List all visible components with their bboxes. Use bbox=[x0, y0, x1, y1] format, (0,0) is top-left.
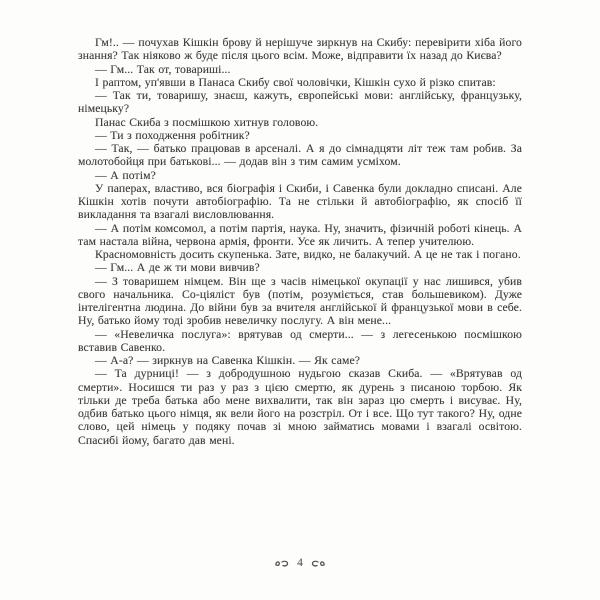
paragraph: І раптом, уп'явши в Панаса Скибу свої чоловічки, Кішкін сухо й різко спитав: bbox=[95, 75, 496, 89]
ornament-right-icon bbox=[311, 559, 325, 568]
paragraph: — А потім комсомол, а потім партія, наука. Ну, значить, фізичній роботі кінець. А там настала війна, червона армія, фронти. Усе як личить. А тепер учителюю. bbox=[78, 221, 522, 248]
paragraph: Панас Скиба з посмішкою хитнув головою. bbox=[95, 115, 319, 129]
paragraph: — А потім? bbox=[95, 168, 156, 182]
ornament-left-icon bbox=[275, 559, 289, 568]
paragraph: Красномовність досить скупенька. Зате, видко, не балакучий. А це не так і погано. bbox=[95, 248, 521, 261]
paragraph: — Гм... Так от, товариші... bbox=[95, 62, 231, 76]
page-number: 4 bbox=[297, 557, 303, 569]
paragraph: — Так ти, товаришу, знаєш, кажуть, європейські мови: англійську, французьку, німецьку? bbox=[78, 89, 522, 116]
paragraph: — Ти з походження робітник? bbox=[95, 128, 250, 142]
paragraph: — Гм... А де ж ти мови вивчив? bbox=[95, 261, 260, 275]
paragraph: — Та дурниці! — з добродушною нудьгою сказав Скиба. — «Врятував од смерти». Носишся ти раз у раз з цією смертю, як дурень з писаною торбою. Як тільки де треба батька або мене вихвалити, так він зараз цю смерть і висуває. Ну, одбив батько цього німця, як вели його на розстріл. От і все. Що тут такого? Ну, одне слово, цей німець у подяку почав зі мною займатись мовами і взагалі освітою. Спасибі йому, багато дав мені. bbox=[78, 367, 522, 447]
page-text bbox=[78, 36, 522, 447]
paragraph: — З товаришем німцем. Він ще з часів німецької окупації у нас лишився, убив свого начальника. Со-ціяліст був (потім, розуміється, став большевиком). Дуже інтелігентна людина. До війни був за вчителя англійської й французької мови в себе. Ну, батько йому тоді зробив невеличку послугу. А він мене... bbox=[78, 274, 522, 328]
page-footer bbox=[0, 555, 600, 571]
paragraph: — Так, — батько працював в арсеналі. А я до сімнадцяти літ теж там робив. За молотобойця при батькові... — додав він з тим самим усміхом. bbox=[78, 142, 522, 169]
paragraph: — А-а? — зиркнув на Савенка Кішкін. — Як саме? bbox=[95, 354, 361, 367]
paragraph: Гм!.. — почухав Кішкін брову й нерішуче зиркнув на Скибу: перевірити хіба його знання? Так ніяково ж буде після цього всім. Може, відправити їх назад до Києва? bbox=[78, 36, 522, 63]
paragraph: У паперах, властиво, вся біографія і Скиби, і Савенка були докладно списані. Але Кішкін хотів почути автобіографію. Та не стільки й автобіографію, як спосіб її викладання та взагалі висловлювання. bbox=[78, 181, 522, 222]
paragraph: — «Невеличка послуга»: врятував од смерти... — з легесенькою посмішкою вставив Савенко. bbox=[78, 327, 522, 354]
